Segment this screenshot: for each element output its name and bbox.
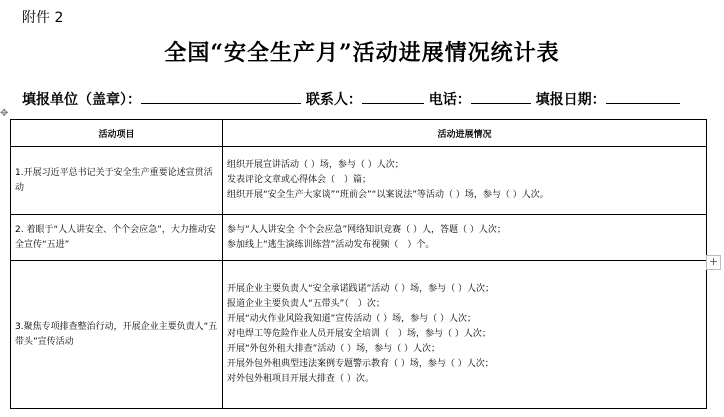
stats-table (10, 119, 707, 409)
plus-icon[interactable]: + (706, 255, 721, 270)
progress-line: 开展“动火作业风险我知道”宣传活动（ ）场，参与（ ）人次； (227, 314, 477, 324)
unit-label: 填报单位（盖章）： (22, 92, 141, 108)
form-fields-line (22, 89, 712, 109)
table-row (11, 215, 707, 261)
table-row (11, 261, 707, 409)
table-header-row (11, 120, 707, 147)
progress-line: 组织开展“安全生产大家谈”“班前会”“以案说法”等活动（ ）场，参与（ ）人次。 (227, 190, 549, 200)
activity-item[interactable]: 3.聚焦专项排查整治行动，开展企业主要负责人“五带头”宣传活动 (11, 261, 223, 409)
progress-line: 报道企业主要负责人“五带头”（ ）次； (227, 299, 385, 309)
progress-line: 发表评论文章或心得体会（ ）篇； (227, 175, 372, 185)
activity-item[interactable]: 1.开展习近平总书记关于安全生产重要论述宣贯活动 (11, 147, 223, 215)
activity-progress[interactable] (223, 261, 707, 409)
activity-item[interactable]: 2. 着眼于“人人讲安全、个个会应急”，大力推动安全宣传“五进” (11, 215, 223, 261)
date-label: 填报日期： (535, 92, 606, 108)
contact-blank[interactable] (362, 89, 424, 104)
activity-progress[interactable] (223, 147, 707, 215)
progress-line: 开展“外包外租大排查”活动（ ）场，参与（ ）人次； (227, 344, 441, 354)
contact-label: 联系人： (305, 92, 362, 108)
progress-line: 对电焊工等危险作业人员开展安全培训（ ）场，参与（ ）人次； (227, 329, 491, 339)
progress-line: 对外包外租项目开展大排查（ ）次。 (227, 374, 374, 384)
move-icon[interactable]: ✥ (0, 108, 9, 119)
document-title: 全国“安全生产月”活动进展情况统计表 (164, 40, 560, 66)
progress-line: 开展企业主要负责人“安全承诺践诺”活动（ ）场，参与（ ）人次； (227, 284, 495, 294)
progress-line: 参与“人人讲安全 个个会应急”网络知识竞赛（ ）人，答题（ ）人次； (227, 224, 506, 235)
progress-line: 开展外包外租典型违法案例专题警示教育（ ）场，参与（ ）人次； (227, 359, 494, 369)
phone-label: 电话： (428, 92, 471, 108)
table-row (11, 147, 707, 215)
progress-line: 参加线上“逃生演练训练营”活动发布视频（ ）个。 (227, 239, 435, 250)
date-blank[interactable] (606, 89, 680, 104)
attachment-label: 附件 2 (22, 10, 64, 26)
progress-line: 组织开展宣讲活动（ ）场，参与（ ）人次； (227, 160, 404, 170)
phone-blank[interactable] (471, 89, 531, 104)
column-header-progress: 活动进展情况 (223, 120, 707, 147)
column-header-item: 活动项目 (11, 120, 223, 147)
unit-blank[interactable] (141, 89, 301, 104)
activity-progress[interactable] (223, 215, 707, 261)
